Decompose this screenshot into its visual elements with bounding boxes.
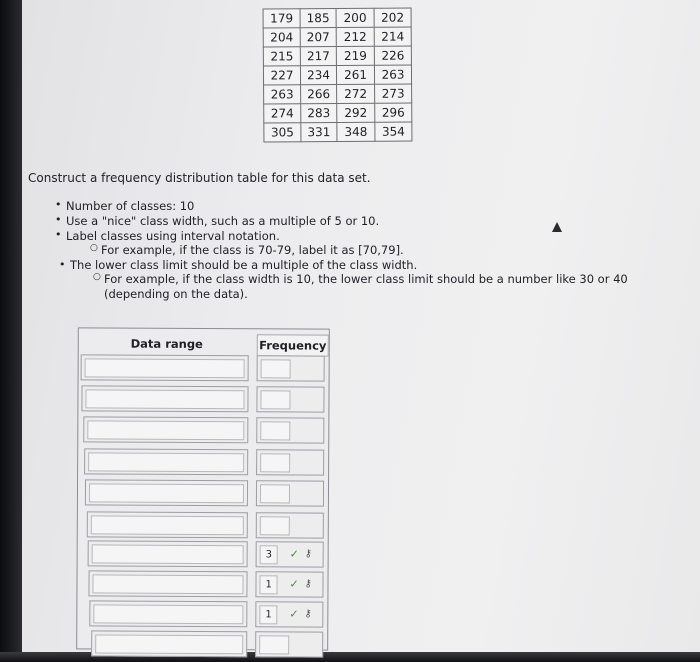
data-set-table	[263, 7, 413, 142]
frequency-cell	[256, 386, 324, 412]
data-range-input[interactable]	[92, 574, 243, 594]
frequency-cell	[256, 541, 324, 567]
data-cell: 273	[375, 84, 412, 103]
data-cell: 219	[336, 46, 374, 65]
data-cell: 354	[375, 122, 412, 141]
bullet-dot: •	[55, 198, 62, 211]
data-cell: 215	[263, 47, 300, 66]
data-range-cell	[87, 511, 248, 538]
data-range-input[interactable]	[95, 634, 243, 654]
frequency-value: 1	[265, 579, 272, 591]
data-cell: 274	[264, 104, 301, 123]
data-range-input[interactable]	[92, 544, 244, 564]
frequency-input[interactable]	[260, 453, 290, 472]
data-cell: 234	[300, 66, 336, 85]
data-range-cell	[81, 354, 249, 381]
data-cell: 217	[300, 47, 336, 66]
frequency-input[interactable]	[261, 359, 291, 378]
frequency-cell	[256, 512, 324, 538]
data-range-input[interactable]	[93, 604, 243, 624]
frequency-cell	[255, 601, 323, 627]
frequency-cell	[256, 449, 324, 475]
bullet-lower-limit-example: For example, if the class width is 10, the lower class limit should be a number like 30 or 40	[104, 272, 628, 286]
data-cell: 202	[374, 8, 411, 27]
data-range-cell	[89, 600, 247, 627]
data-cell: 292	[337, 103, 375, 122]
data-cell: 185	[300, 9, 336, 28]
data-cell: 214	[374, 27, 411, 46]
mouse-cursor-icon	[552, 222, 562, 232]
bullet-dot: •	[55, 228, 62, 241]
header-frequency: Frequency	[257, 334, 329, 356]
frequency-input[interactable]	[260, 421, 290, 440]
data-cell: 227	[263, 66, 300, 85]
data-cell: 261	[336, 65, 374, 84]
frequency-cell	[255, 571, 323, 597]
frequency-cell	[257, 355, 325, 381]
data-range-input[interactable]	[89, 483, 244, 503]
data-cell: 212	[336, 27, 374, 46]
data-range-cell	[85, 479, 248, 506]
frequency-cell	[256, 480, 324, 506]
key-icon[interactable]: ⚷	[304, 548, 313, 560]
data-range-cell	[81, 385, 248, 412]
bullet-interval-example: For example, if the class is 70-79, label it as [70,79].	[101, 243, 404, 257]
data-cell: 226	[374, 46, 411, 65]
sub-bullet: ○	[93, 272, 101, 282]
check-icon: ✓	[289, 547, 299, 561]
bullet-lower-limit-example-cont: (depending on the data).	[104, 287, 248, 301]
data-row	[264, 103, 412, 123]
data-cell: 263	[264, 85, 301, 104]
data-range-cell	[83, 416, 248, 443]
data-cell: 283	[301, 104, 337, 123]
header-data-range: Data range	[130, 336, 203, 351]
data-row	[264, 84, 412, 104]
frequency-input[interactable]	[260, 516, 290, 535]
bullet-interval: Label classes using interval notation.	[66, 229, 280, 243]
check-icon: ✓	[289, 607, 299, 621]
data-cell: 348	[337, 122, 375, 141]
monitor-bezel-left	[0, 0, 22, 662]
frequency-table	[76, 327, 330, 650]
data-range-input[interactable]	[85, 358, 245, 378]
data-cell: 204	[263, 28, 300, 47]
frequency-value: 1	[265, 609, 272, 621]
data-cell: 266	[301, 85, 337, 104]
bullet-dot: •	[55, 213, 62, 226]
data-range-cell	[84, 448, 248, 475]
bullet-dot: •	[59, 258, 66, 271]
data-cell: 272	[337, 84, 375, 103]
bullet-classes: Number of classes: 10	[66, 199, 195, 213]
bullet-width: Use a "nice" class width, such as a multiple of 5 or 10.	[66, 214, 380, 228]
data-cell: 179	[263, 9, 300, 28]
frequency-input[interactable]	[260, 390, 290, 409]
prompt-text: Construct a frequency distribution table for this data set.	[28, 171, 371, 185]
data-range-cell	[88, 570, 247, 597]
data-cell: 207	[300, 28, 336, 47]
data-row	[263, 27, 411, 47]
data-range-input[interactable]	[88, 452, 244, 472]
key-icon[interactable]: ⚷	[304, 578, 312, 590]
frequency-cell	[255, 631, 323, 657]
frequency-cell	[256, 417, 324, 443]
data-range-input[interactable]	[85, 389, 244, 409]
check-icon: ✓	[289, 577, 299, 591]
data-cell: 200	[336, 8, 374, 27]
sub-bullet: ○	[90, 243, 98, 253]
frequency-value: 3	[265, 549, 273, 561]
data-range-cell	[88, 540, 248, 567]
data-row	[263, 8, 411, 28]
data-row	[264, 122, 412, 142]
data-range-input[interactable]	[87, 420, 244, 440]
data-cell: 296	[375, 103, 412, 122]
bullet-lower-limit: The lower class limit should be a multiple of the class width.	[70, 258, 418, 272]
frequency-input[interactable]	[259, 635, 289, 654]
data-cell: 263	[374, 65, 411, 84]
data-row	[263, 46, 411, 66]
frequency-input[interactable]	[260, 484, 290, 503]
data-cell: 331	[301, 123, 337, 142]
data-cell: 305	[264, 123, 301, 142]
data-row	[263, 65, 411, 85]
data-range-input[interactable]	[91, 515, 244, 535]
key-icon[interactable]: ⚷	[304, 608, 312, 620]
data-range-cell	[91, 630, 247, 657]
